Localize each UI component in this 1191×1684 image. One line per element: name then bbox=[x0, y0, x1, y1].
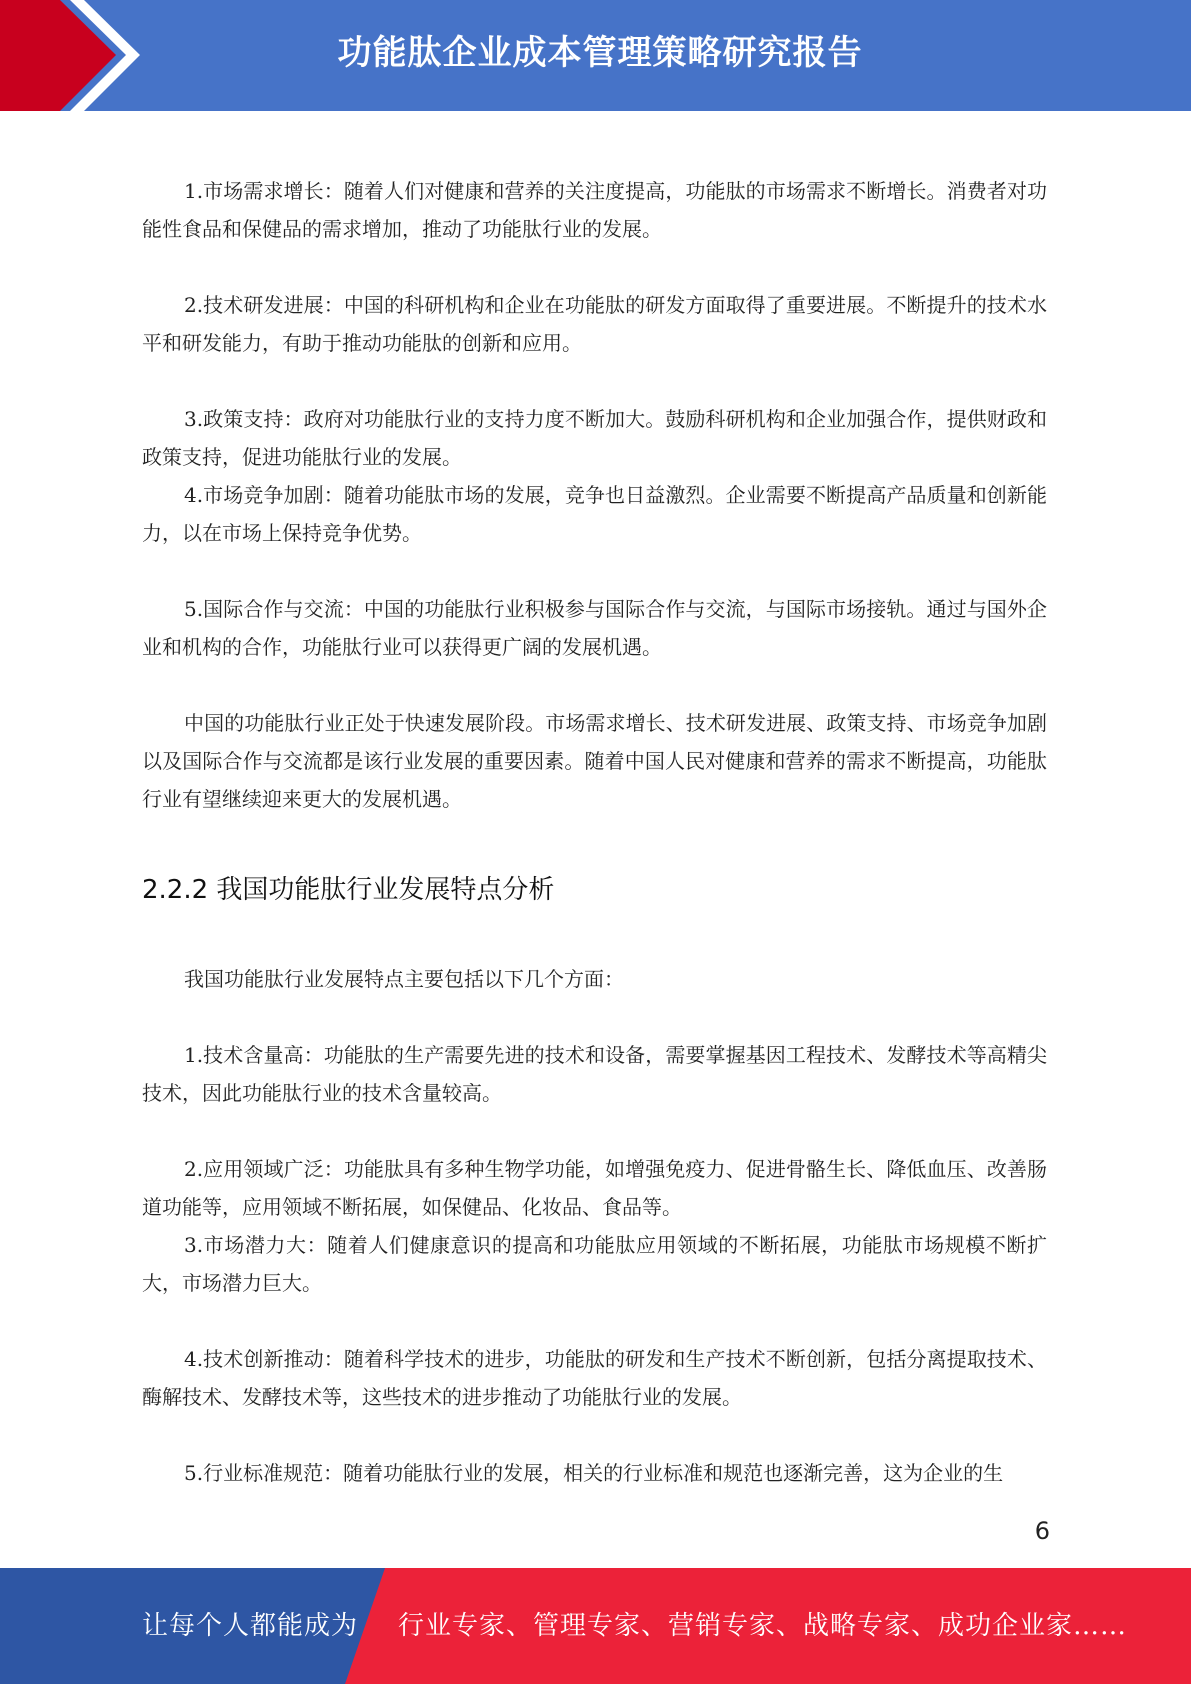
paragraph-applications: 2.应用领域广泛：功能肽具有多种生物学功能，如增强免疫力、促进骨骼生长、降低血压、改善肠道功能等，应用领域不断拓展，如保健品、化妆品、食品等。 bbox=[142, 1157, 1047, 1219]
footer-slogan-right: 行业专家、管理专家、营销专家、战略专家、成功企业家…… bbox=[398, 1611, 1128, 1641]
page-content bbox=[142, 172, 1047, 1492]
paragraph-market-demand: 1.市场需求增长：随着人们对健康和营养的关注度提高，功能肽的市场需求不断增长。消费者对功能性食品和保健品的需求增加，推动了功能肽行业的发展。 bbox=[142, 179, 1047, 241]
paragraph-competition: 4.市场竞争加剧：随着功能肽市场的发展，竞争也日益激烈。企业需要不断提高产品质量和创新能力，以在市场上保持竞争优势。 bbox=[142, 483, 1047, 545]
footer-slogan-left: 让每个人都能成为 bbox=[142, 1611, 359, 1641]
paragraph-market-potential: 3.市场潜力大：随着人们健康意识的提高和功能肽应用领域的不断拓展，功能肽市场规模不断扩大，市场潜力巨大。 bbox=[142, 1233, 1047, 1295]
section-heading: 2.2.2 我国功能肽行业发展特点分析 bbox=[142, 875, 555, 905]
paragraph-international: 5.国际合作与交流：中国的功能肽行业积极参与国际合作与交流，与国际市场接轨。通过与国外企业和机构的合作，功能肽行业可以获得更广阔的发展机遇。 bbox=[142, 597, 1047, 659]
page-footer bbox=[0, 1568, 1191, 1684]
paragraph-innovation: 4.技术创新推动：随着科学技术的进步，功能肽的研发和生产技术不断创新，包括分离提取技术、酶解技术、发酵技术等，这些技术的进步推动了功能肽行业的发展。 bbox=[142, 1347, 1047, 1409]
paragraph-tech-content: 1.技术含量高：功能肽的生产需要先进的技术和设备，需要掌握基因工程技术、发酵技术等高精尖技术，因此功能肽行业的技术含量较高。 bbox=[142, 1043, 1047, 1105]
paragraph-tech-rd: 2.技术研发进展：中国的科研机构和企业在功能肽的研发方面取得了重要进展。不断提升的技术水平和研发能力，有助于推动功能肽的创新和应用。 bbox=[142, 293, 1047, 355]
paragraph-summary: 中国的功能肽行业正处于快速发展阶段。市场需求增长、技术研发进展、政策支持、市场竞争加剧以及国际合作与交流都是该行业发展的重要因素。随着中国人民对健康和营养的需求不断提高，功能肽行业有望继续迎来更大的发展机遇。 bbox=[142, 711, 1047, 811]
paragraph-policy: 3.政策支持：政府对功能肽行业的支持力度不断加大。鼓励科研机构和企业加强合作，提供财政和政策支持，促进功能肽行业的发展。 bbox=[142, 407, 1047, 469]
page-header bbox=[0, 0, 1191, 111]
paragraph-standards: 5.行业标准规范：随着功能肽行业的发展，相关的行业标准和规范也逐渐完善，这为企业的生 bbox=[184, 1461, 1004, 1485]
paragraph-intro: 我国功能肽行业发展特点主要包括以下几个方面： bbox=[184, 967, 624, 991]
report-title: 功能肽企业成本管理策略研究报告 bbox=[337, 33, 863, 73]
page-number: 6 bbox=[1034, 1517, 1050, 1545]
